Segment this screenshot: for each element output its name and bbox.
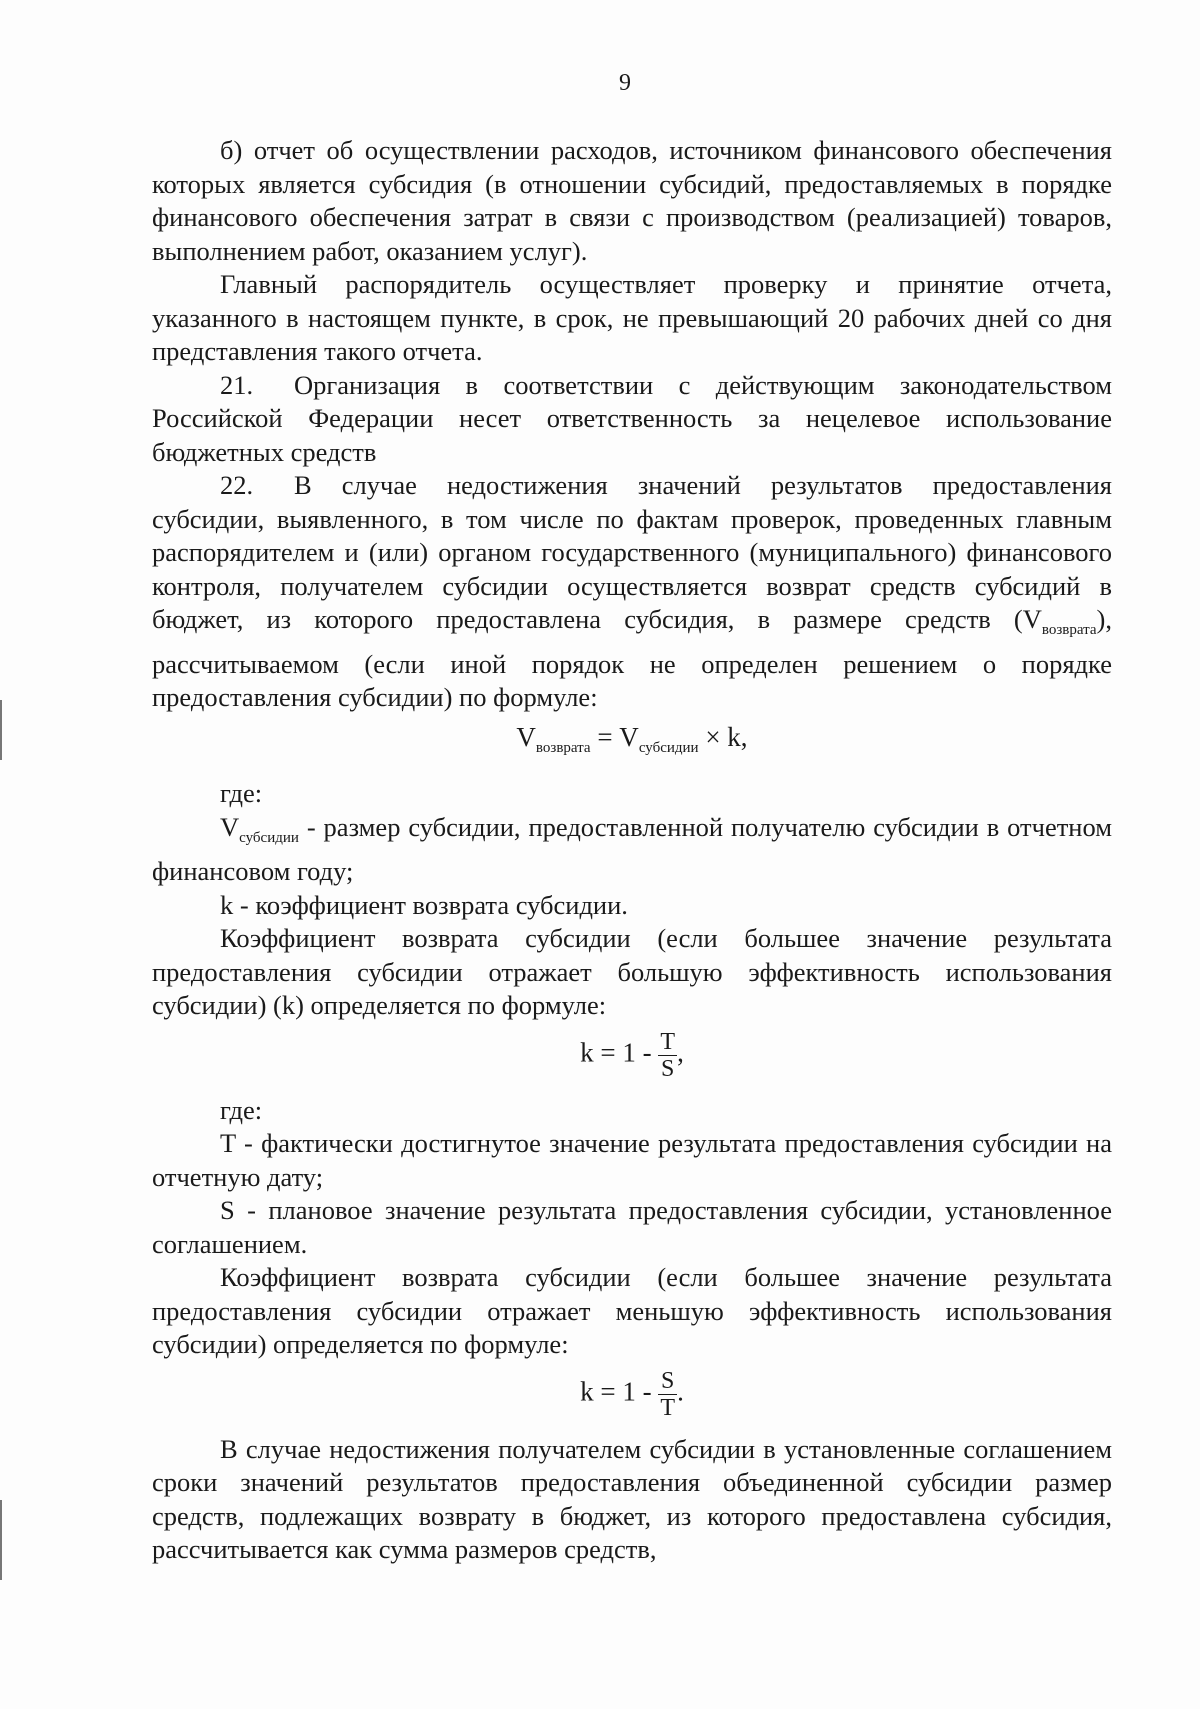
scan-margin-mark	[0, 1500, 2, 1580]
clause-text-cont: ), рассчитываемом (если иной порядок не определен решением о порядке предоставления субсидии) по формуле:	[152, 604, 1112, 712]
definition-v-subsidy: $V_{субсидии}$ - размер субсидии, предоставленной получателю субсидии в отчетном финансовом году;	[152, 811, 1112, 886]
clause-text: В случае недостижения значений результатов предоставления субсидии, выявленного, в том числе по фактам проверок, проведенных главным распорядителем и (или) органом государственного (муниципального) финансового контроля, получателем субсидии осуществляется возврат средств субсидий в бюджет, из которого предоставлена субсидия, в размере средств (V	[152, 470, 1112, 634]
paragraph-coefficient-1: Коэффициент возврата субсидии (если большее значение результата предоставления субсидии отражает большую эффективность использования субсидии) (k) определяется по формуле:	[152, 923, 1112, 1020]
document-body	[152, 134, 1112, 1567]
clause-number: 22.	[220, 470, 254, 500]
scan-margin-mark	[0, 700, 2, 760]
clause-22	[152, 469, 1112, 715]
paragraph-report: б) отчет об осуществлении расходов, источником финансового обеспечения которых является субсидия (в отношении субсидий, предоставляемых в порядке финансового обеспечения затрат в связи с производством (реализацией) товаров, выполнением работ, оказанием услуг).	[152, 135, 1112, 266]
clause-21	[152, 369, 1112, 470]
clause-text: Организация в соответствии с действующим законодательством Российской Федерации несет ответственность за нецелевое использование бюджетных средств	[152, 369, 1112, 467]
fraction: $\frac{T}{S}$	[660, 1028, 676, 1082]
fraction: $\frac{S}{T}$	[660, 1367, 676, 1421]
paragraph-combined-subsidy: В случае недостижения получателем субсидии в установленные соглашением сроки значений результатов предоставления объединенной субсидии размер средств, подлежащих возврату в бюджет, из которого предоставлена субсидия, рассчитывается как сумма размеров средств,	[152, 1433, 1112, 1564]
page-number: 9	[619, 70, 631, 96]
paragraph-coefficient-2: Коэффициент возврата субсидии (если большее значение результата предоставления субсидии отражает меньшую эффективность использования субсидии) определяется по формуле:	[152, 1262, 1112, 1359]
subscript: возврата	[1041, 622, 1097, 638]
clause-number: 21.	[220, 369, 254, 400]
formula-coefficient-2: k = 1 - $\frac{S}{T}$ .	[580, 1367, 684, 1421]
definition-s: S - плановое значение результата предоставления субсидии, установленное соглашением.	[152, 1195, 1112, 1259]
paragraph-report-check: Главный распорядитель осуществляет проверку и принятие отчета, указанного в настоящем пункте, в срок, не превышающий 20 рабочих дней со дня представления такого отчета.	[152, 269, 1112, 366]
where-label: где:	[220, 1094, 263, 1125]
definition-k: k - коэффициент возврата субсидии.	[220, 889, 628, 920]
where-label: где:	[220, 778, 263, 808]
formula-refund-amount: $V_{возврата} = V_{субсидии} \times k$,	[516, 721, 748, 756]
definition-t: T - фактически достигнутое значение результата предоставления субсидии на отчетную дату;	[152, 1128, 1112, 1192]
formula-coefficient-1: k = 1 - $\frac{T}{S}$ ,	[580, 1028, 684, 1082]
